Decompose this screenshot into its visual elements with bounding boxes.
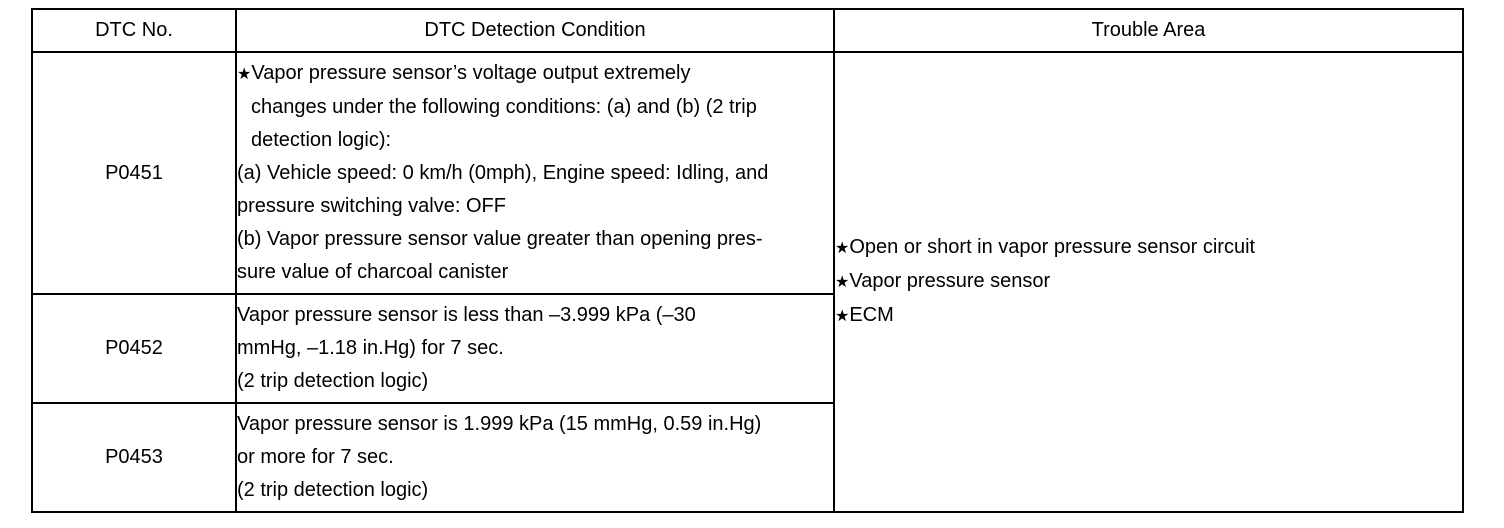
condition-line: mmHg, –1.18 in.Hg) for 7 sec.	[237, 337, 504, 359]
star-bullet-icon: ★	[835, 274, 850, 291]
header-detection-condition: DTC Detection Condition	[236, 9, 834, 52]
condition-line: (a) Vehicle speed: 0 km/h (0mph), Engine speed: Idling, and	[237, 162, 769, 184]
trouble-area-item: ★ECM	[835, 304, 894, 326]
detection-condition	[236, 403, 834, 512]
condition-line: Vapor pressure sensor is 1.999 kPa (15 mmHg, 0.59 in.Hg)	[237, 413, 762, 435]
condition-line: changes under the following conditions: (a) and (b) (2 trip	[251, 96, 757, 118]
header-trouble-area: Trouble Area	[834, 9, 1463, 52]
star-bullet-icon: ★	[237, 66, 252, 83]
star-bullet-icon: ★	[835, 240, 850, 257]
dtc-code: P0453	[32, 403, 236, 512]
table-row	[32, 52, 1463, 294]
condition-line: or more for 7 sec.	[237, 446, 394, 468]
dtc-table	[31, 8, 1464, 513]
condition-line: ★Vapor pressure sensor’s voltage output extremely	[237, 62, 691, 84]
condition-line: (b) Vapor pressure sensor value greater than opening pres-	[237, 228, 763, 250]
star-bullet-icon: ★	[835, 308, 850, 325]
detection-condition	[236, 52, 834, 294]
condition-line: Vapor pressure sensor is less than –3.999 kPa (–30	[237, 304, 696, 326]
dtc-code: P0452	[32, 294, 236, 403]
condition-line: (2 trip detection logic)	[237, 370, 429, 392]
condition-line: detection logic):	[251, 129, 392, 151]
dtc-code: P0451	[32, 52, 236, 294]
condition-line: (2 trip detection logic)	[237, 479, 429, 501]
condition-line: sure value of charcoal canister	[237, 261, 509, 283]
condition-line: pressure switching valve: OFF	[237, 195, 506, 217]
table-header-row	[32, 9, 1463, 52]
trouble-area-item: ★Vapor pressure sensor	[835, 270, 1051, 292]
header-dtc-no: DTC No.	[32, 9, 236, 52]
detection-condition	[236, 294, 834, 403]
trouble-area-item: ★Open or short in vapor pressure sensor circuit	[835, 236, 1256, 258]
trouble-area	[834, 52, 1463, 512]
